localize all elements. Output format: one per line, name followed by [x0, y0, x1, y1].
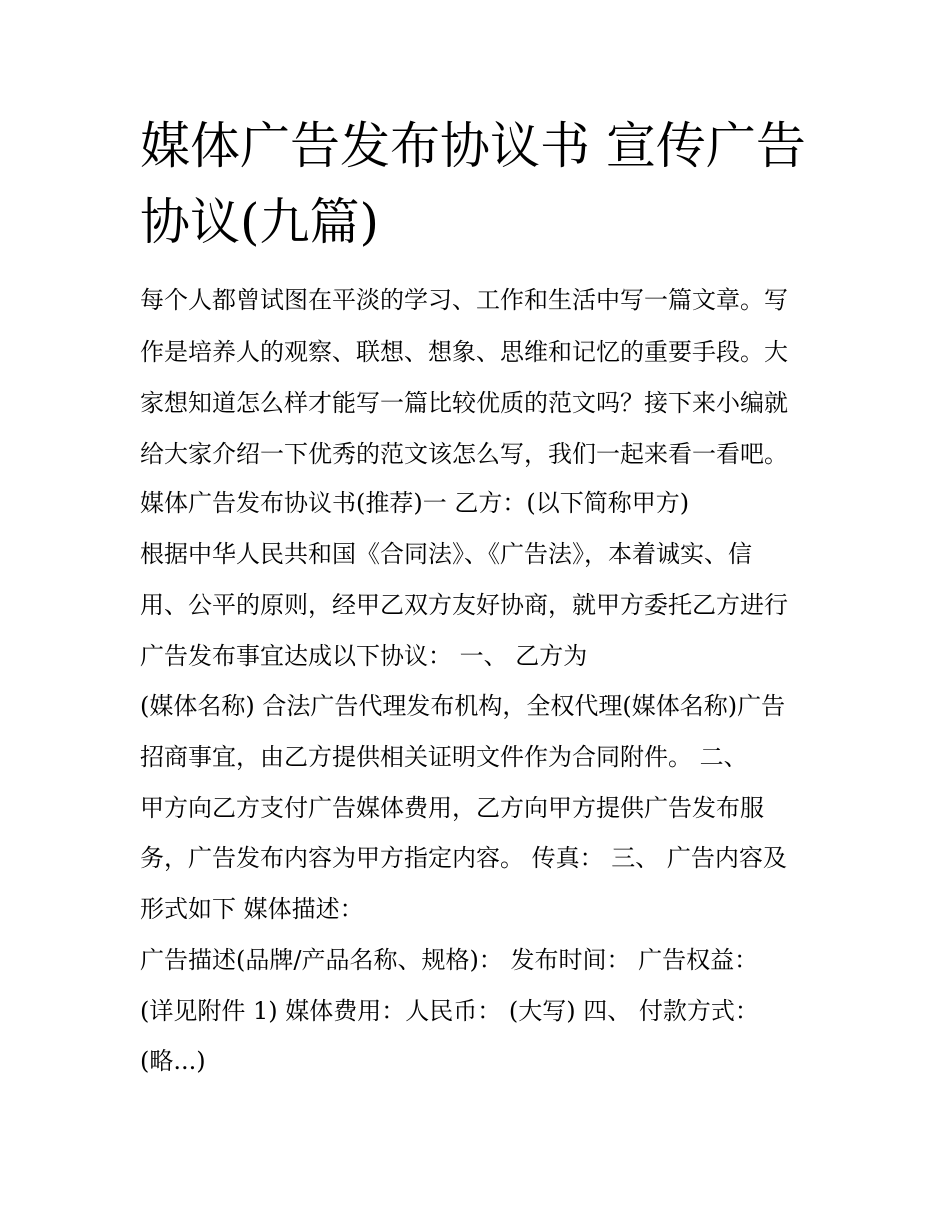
body-line-8: 广告发布事宜达成以下协议： 一、 乙方为: [140, 642, 588, 670]
body-line-6: 根据中华人民共和国《合同法》、《广告法》，本着诚实、信: [140, 540, 752, 568]
body-line-14: 广告描述(品牌/产品名称、规格)： 发布时间： 广告权益：: [140, 946, 759, 974]
body-line-10: 招商事宜，由乙方提供相关证明文件作为合同附件。 二、: [140, 743, 748, 771]
document-title: [140, 108, 820, 260]
body-line-5: 媒体广告发布协议书(推荐)一 乙方：(以下简称甲方): [140, 489, 690, 517]
body-line-16: (略...): [140, 1047, 206, 1075]
body-line-11: 甲方向乙方支付广告媒体费用，乙方向甲方提供广告发布服: [140, 794, 764, 822]
title-line-1: 媒体广告发布协议书 宣传广告: [140, 117, 806, 175]
body-line-15: (详见附件 1) 媒体费用：人民币： (大写) 四、 付款方式：: [140, 997, 759, 1025]
body-line-9: (媒体名称) 合法广告代理发布机构，全权代理(媒体名称)广告: [140, 692, 786, 720]
body-line-13: 形式如下 媒体描述：: [140, 895, 364, 923]
title-line-2: 协议(九篇): [140, 193, 380, 251]
body-line-7: 用、公平的原则，经甲乙双方友好协商，就甲方委托乙方进行: [140, 591, 788, 619]
body-line-3: 家想知道怎么样才能写一篇比较优质的范文吗？接下来小编就: [140, 389, 788, 417]
body-line-12: 务，广告发布内容为甲方指定内容。 传真： 三、 广告内容及: [140, 844, 787, 872]
body-line-4: 给大家介绍一下优秀的范文该怎么写，我们一起来看一看吧。: [140, 440, 788, 468]
body-line-1: 每个人都曾试图在平淡的学习、工作和生活中写一篇文章。写: [140, 286, 788, 314]
body-line-2: 作是培养人的观察、联想、想象、思维和记忆的重要手段。大: [140, 338, 788, 366]
